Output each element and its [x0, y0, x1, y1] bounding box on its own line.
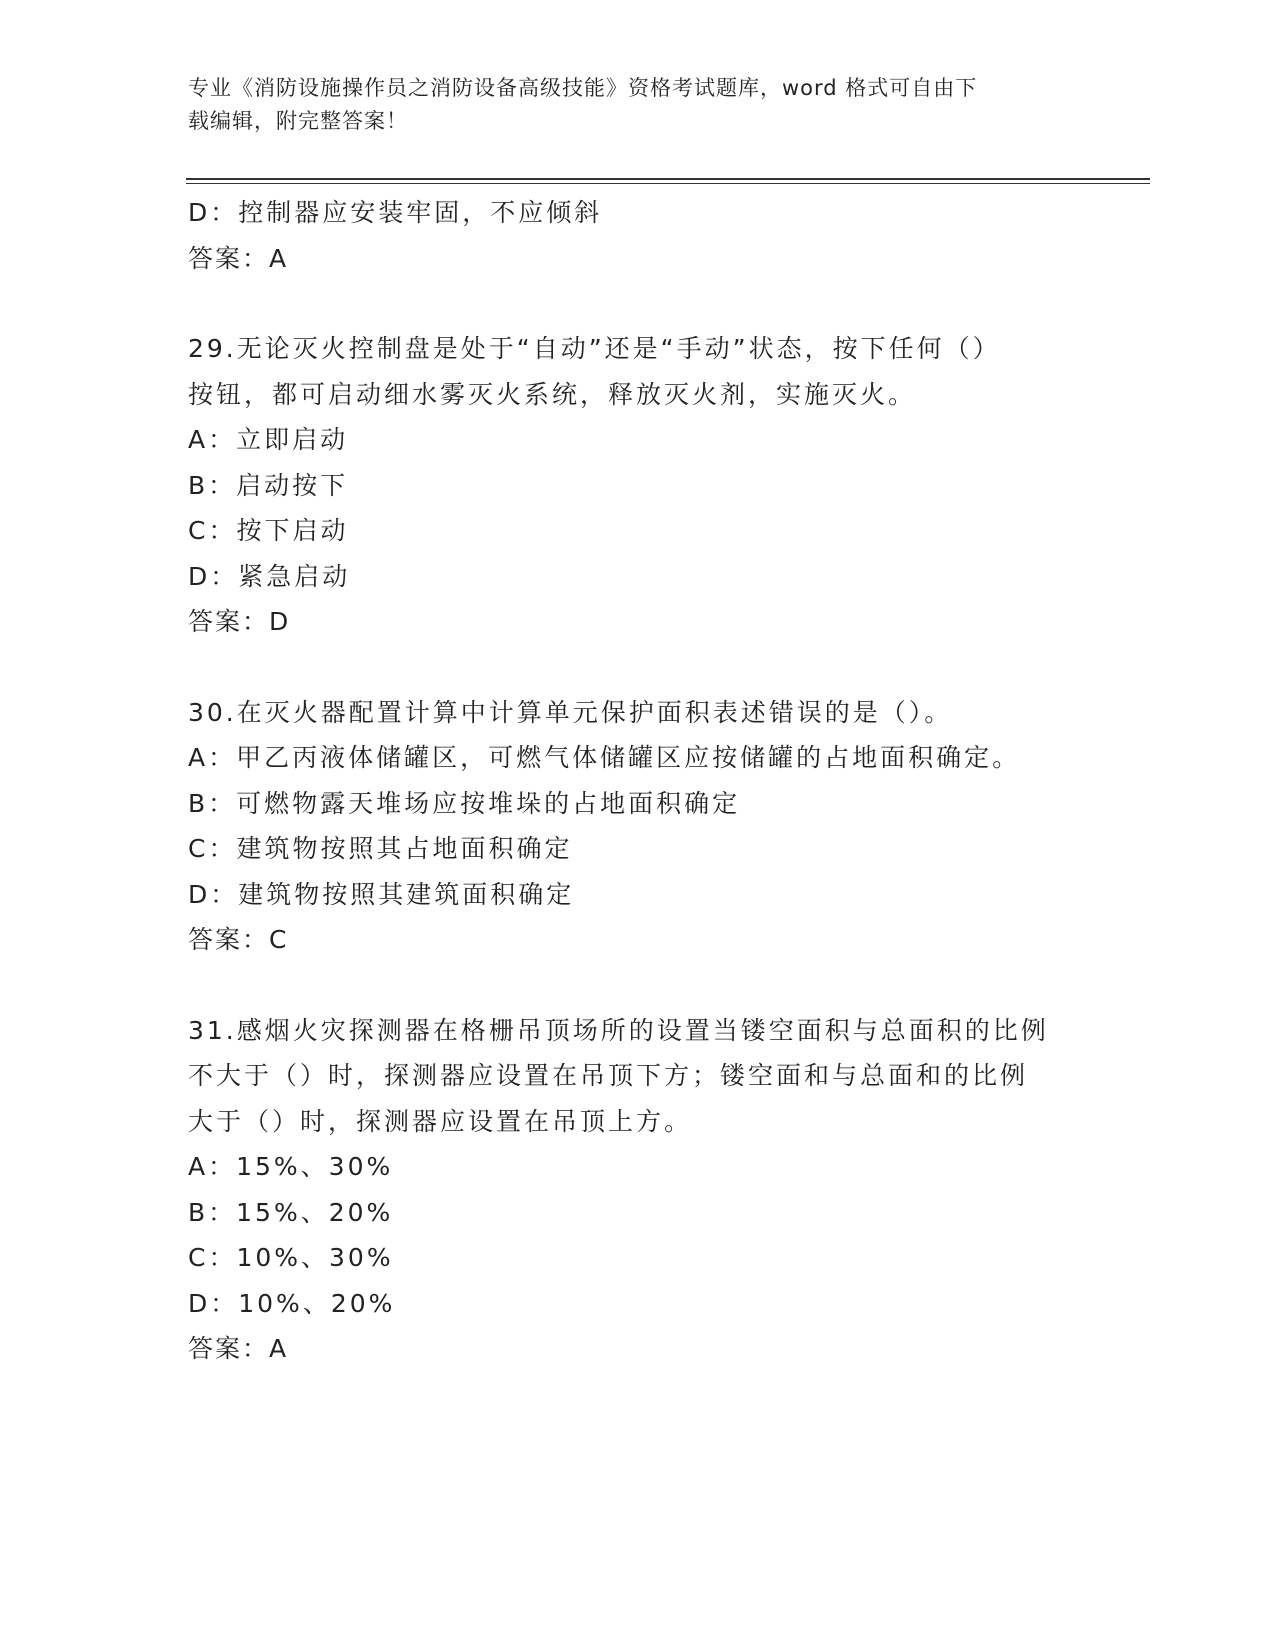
previous-question-tail: [188, 190, 1088, 281]
question-stem-line: 大于（）时，探测器应设置在吊顶上方。: [188, 1106, 693, 1136]
question-30: [188, 690, 1088, 963]
option-b: B：启动按下: [188, 470, 349, 500]
option-c: C：建筑物按照其占地面积确定: [188, 834, 573, 863]
answer-line: 答案：A: [188, 1334, 289, 1363]
spacer: [188, 281, 1088, 326]
document-header: [188, 72, 1088, 138]
question-29: [188, 326, 1088, 645]
question-content: [188, 190, 1088, 1372]
question-stem-line: 31.感烟火灾探测器在格栅吊顶场所的设置当镂空面积与总面积的比例: [188, 1015, 1049, 1045]
option-d: D：10%、20%: [188, 1288, 396, 1318]
option-d: D：建筑物按照其建筑面积确定: [188, 879, 575, 909]
question-stem-line: 按钮，都可启动细水雾灭火系统，释放灭火剂，实施灭火。: [188, 379, 917, 409]
answer-line: 答案：C: [188, 925, 289, 954]
answer-line: 答案：D: [188, 607, 291, 636]
option-b: B：15%、20%: [188, 1197, 394, 1227]
spacer: [188, 963, 1088, 1008]
option-d: D：控制器应安装牢固，不应倾斜: [188, 198, 603, 227]
option-c: C：10%、30%: [188, 1243, 394, 1272]
spacer: [188, 645, 1088, 690]
header-divider-thick: [186, 178, 1150, 180]
option-c: C：按下启动: [188, 516, 349, 545]
header-line-1: 专业《消防设施操作员之消防设备高级技能》资格考试题库，word 格式可自由下: [188, 76, 978, 100]
option-a: A：甲乙丙液体储罐区，可燃气体储罐区应按储罐的占地面积确定。: [188, 743, 1021, 772]
question-stem-line: 30.在灭火器配置计算中计算单元保护面积表述错误的是（）。: [188, 697, 953, 727]
header-divider-thin: [186, 183, 1150, 184]
option-b: B：可燃物露天堆场应按堆垛的占地面积确定: [188, 788, 741, 818]
option-a: A：15%、30%: [188, 1152, 394, 1181]
question-stem-line: 不大于（）时，探测器应设置在吊顶下方；镂空面和与总面和的比例: [188, 1061, 1029, 1090]
option-d: D：紧急启动: [188, 561, 351, 591]
question-stem-line: 29.无论灭火控制盘是处于“自动”还是“手动”状态，按下任何（）: [188, 334, 1001, 363]
header-line-2: 载编辑，附完整答案！: [188, 109, 408, 133]
answer-line: 答案：A: [188, 243, 289, 273]
option-a: A：立即启动: [188, 425, 349, 454]
question-31: [188, 1008, 1088, 1372]
